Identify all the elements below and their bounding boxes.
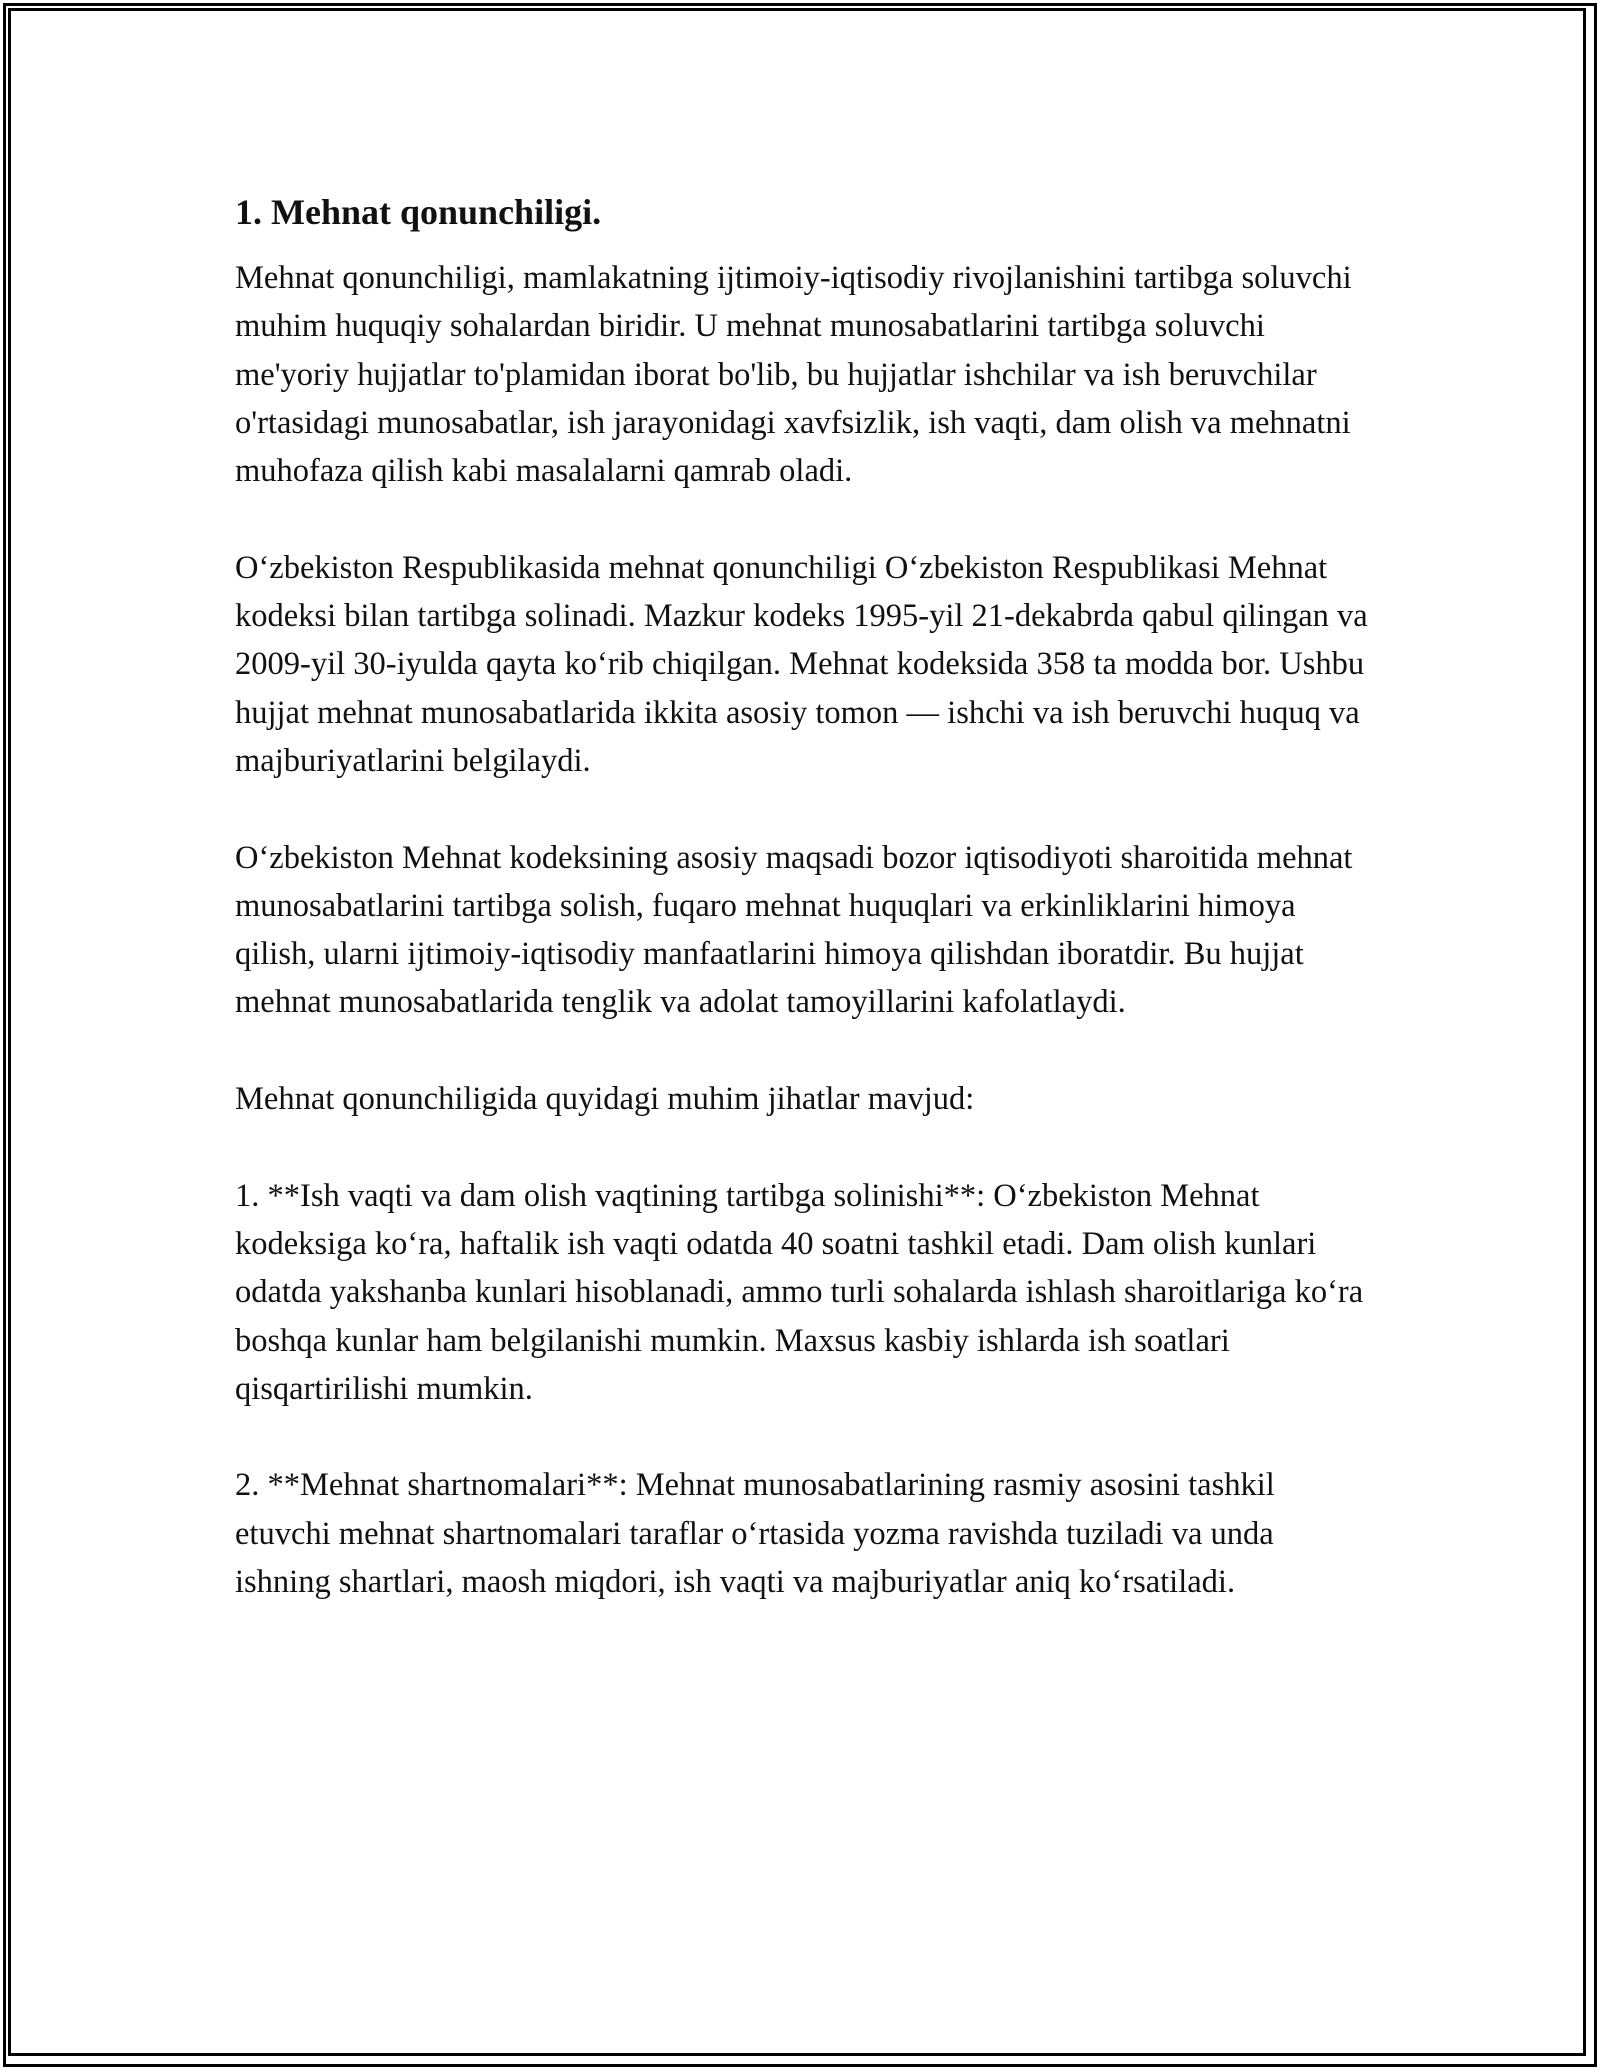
document-body — [235, 188, 1375, 1655]
list-item-work-time: 1. **Ish vaqti va dam olish vaqtining tartibga solinishi**: O‘zbekiston Mehnat kodeksiga ko‘ra, haftalik ish vaqti odatda 40 soatni tashkil etadi. Dam olish kunlari odatda yakshanba kunlari hisoblanadi, ammo turli sohalarda ishlash sharoitlariga ko‘ra boshqa kunlar ham belgilanishi mumkin. Maxsus kasbiy ishlarda ish soatlari qisqartirilishi mumkin. — [235, 1177, 1364, 1407]
list-item-contracts: 2. **Mehnat shartnomalari**: Mehnat munosabatlarining rasmiy asosini tashkil etuvchi mehnat shartnomalari taraflar o‘rtasida yozma ravishda tuziladi va unda ishning shartlari, maosh miqdori, ish vaqti va majburiyatlar aniq ko‘rsatiladi. — [235, 1467, 1275, 1601]
paragraph-labor-code: O‘zbekiston Respublikasida mehnat qonunchiligi O‘zbekiston Respublikasi Mehnat kodeksi bilan tartibga solinadi. Mazkur kodeks 1995-yil 21-dekabrda qabul qilingan va 2009-yil 30-iyulda qayta ko‘rib chiqilgan. Mehnat kodeksida 358 ta modda bor. Ushbu hujjat mehnat munosabatlarida ikkita asosiy tomon — ishchi va ish beruvchi huquq va majburiyatlarini belgilaydi. — [235, 549, 1368, 779]
document-heading: 1. Mehnat qonunchiligi. — [235, 192, 602, 232]
paragraph-aspects-intro: Mehnat qonunchiligida quyidagi muhim jihatlar mavjud: — [235, 1081, 975, 1118]
paragraph-intro: Mehnat qonunchiligi, mamlakatning ijtimoiy-iqtisodiy rivojlanishini tartibga soluvchi muhim huquqiy sohalardan biridir. U mehnat munosabatlarini tartibga soluvchi me'yoriy hujjatlar to'plamidan iborat bo'lib, bu hujjatlar ishchilar va ish beruvchilar o'rtasidagi munosabatlar, ish jarayonidagi xavfsizlik, ish vaqti, dam olish va mehnatni muhofaza qilish kabi masalalarni qamrab oladi. — [235, 260, 1352, 490]
paragraph-code-purpose: O‘zbekiston Mehnat kodeksining asosiy maqsadi bozor iqtisodiyoti sharoitida mehnat munosabatlarini tartibga solish, fuqaro mehnat huquqlari va erkinliklarini himoya qilish, ularni ijtimoiy-iqtisodiy manfaatlarini himoya qilishdan iboratdir. Bu hujjat mehnat munosabatlarida tenglik va adolat tamoyillarini kafolatlaydi. — [235, 839, 1353, 1021]
